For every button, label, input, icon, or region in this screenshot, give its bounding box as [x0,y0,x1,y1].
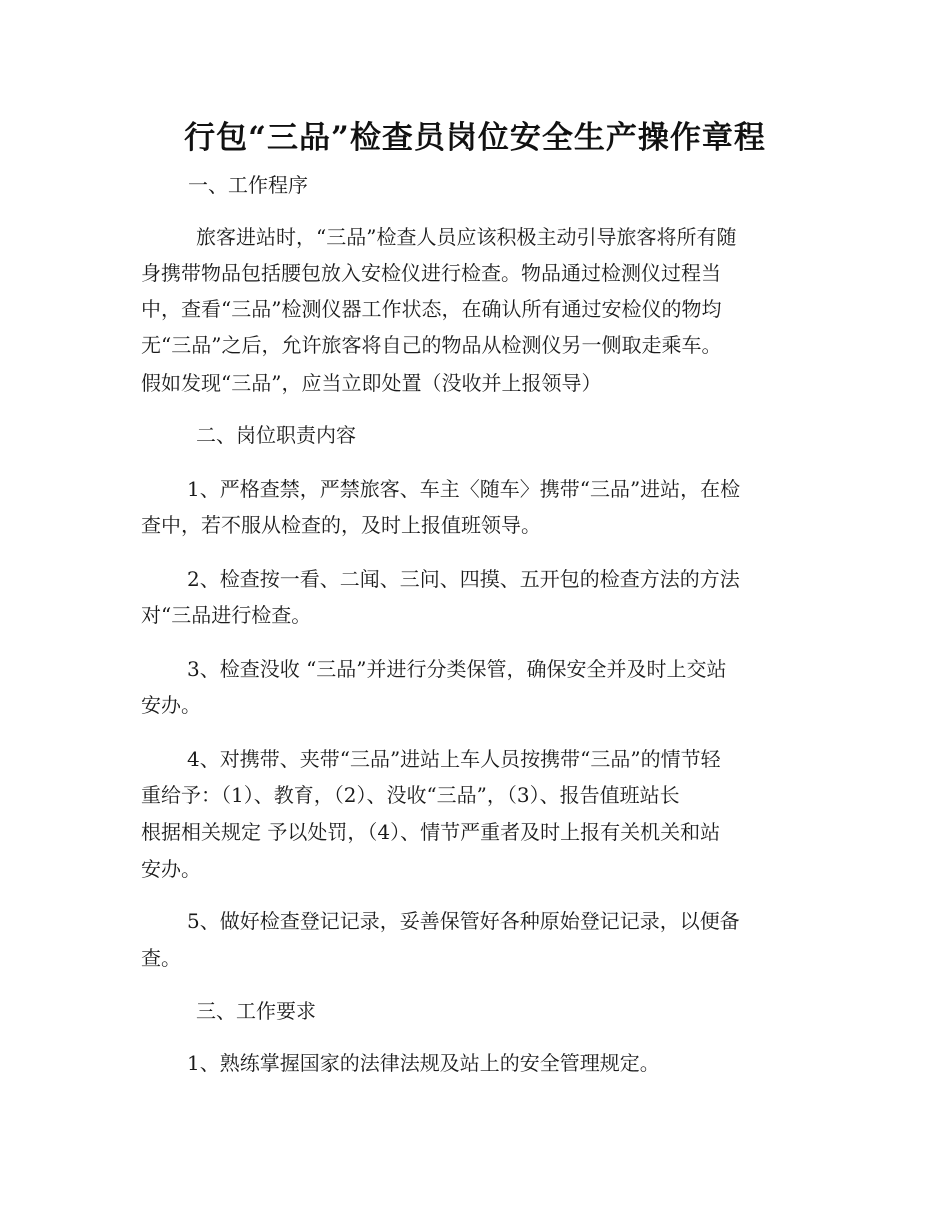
paragraph-line: 无“三品”之后，允许旅客将自己的物品从检测仪另一侧取走乘车。 [141,333,722,357]
paragraph-line: 4、对携带、夹带“三品”进站上车人员按携带“三品”的情节轻 [187,747,721,771]
paragraph-line: 身携带物品包括腰包放入安检仪进行检查。物品通过检测仪过程当 [141,261,721,285]
paragraph-line: 2、检查按一看、二闻、三问、四摸、五开包的检查方法的方法 [187,567,740,591]
paragraph-line: 旅客进站时，“三品”检查人员应该积极主动引导旅客将所有随 [196,225,737,249]
section-heading-job-duties: 二、岗位职责内容 [196,423,356,447]
paragraph-line: 中，查看“三品”检测仪器工作状态，在确认所有通过安检仪的物均 [141,297,722,321]
section-heading-work-requirements: 三、工作要求 [196,999,316,1023]
section-heading-work-procedure: 一、工作程序 [188,173,308,197]
paragraph-line: 安办。 [141,857,201,881]
document-title: 行包“三品”检查员岗位安全生产操作章程 [184,120,766,156]
paragraph-line: 5、做好检查登记记录，妥善保管好各种原始登记记录，以便备 [187,909,740,933]
paragraph-line: 对“三品进行检查。 [141,603,312,627]
paragraph-line: 假如发现“三品”，应当立即处置（没收并上报领导） [141,371,602,395]
paragraph-line: 查中，若不服从检查的，及时上报值班领导。 [141,513,541,537]
paragraph-line: 查。 [141,946,181,970]
paragraph-line: 重给予：（1）、教育，（2）、没收“三品”，（3）、报告值班站长 [141,783,680,807]
paragraph-line: 安办。 [141,693,201,717]
paragraph-line: 3、检查没收 “三品”并进行分类保管，确保安全并及时上交站 [187,657,727,681]
paragraph-line: 1、严格查禁，严禁旅客、车主〈随车〉携带“三品”进站，在检 [187,477,741,501]
paragraph-line: 1、熟练掌握国家的法律法规及站上的安全管理规定。 [187,1051,660,1075]
paragraph-line: 根据相关规定 予以处罚，（4）、情节严重者及时上报有关机关和站 [141,820,721,844]
